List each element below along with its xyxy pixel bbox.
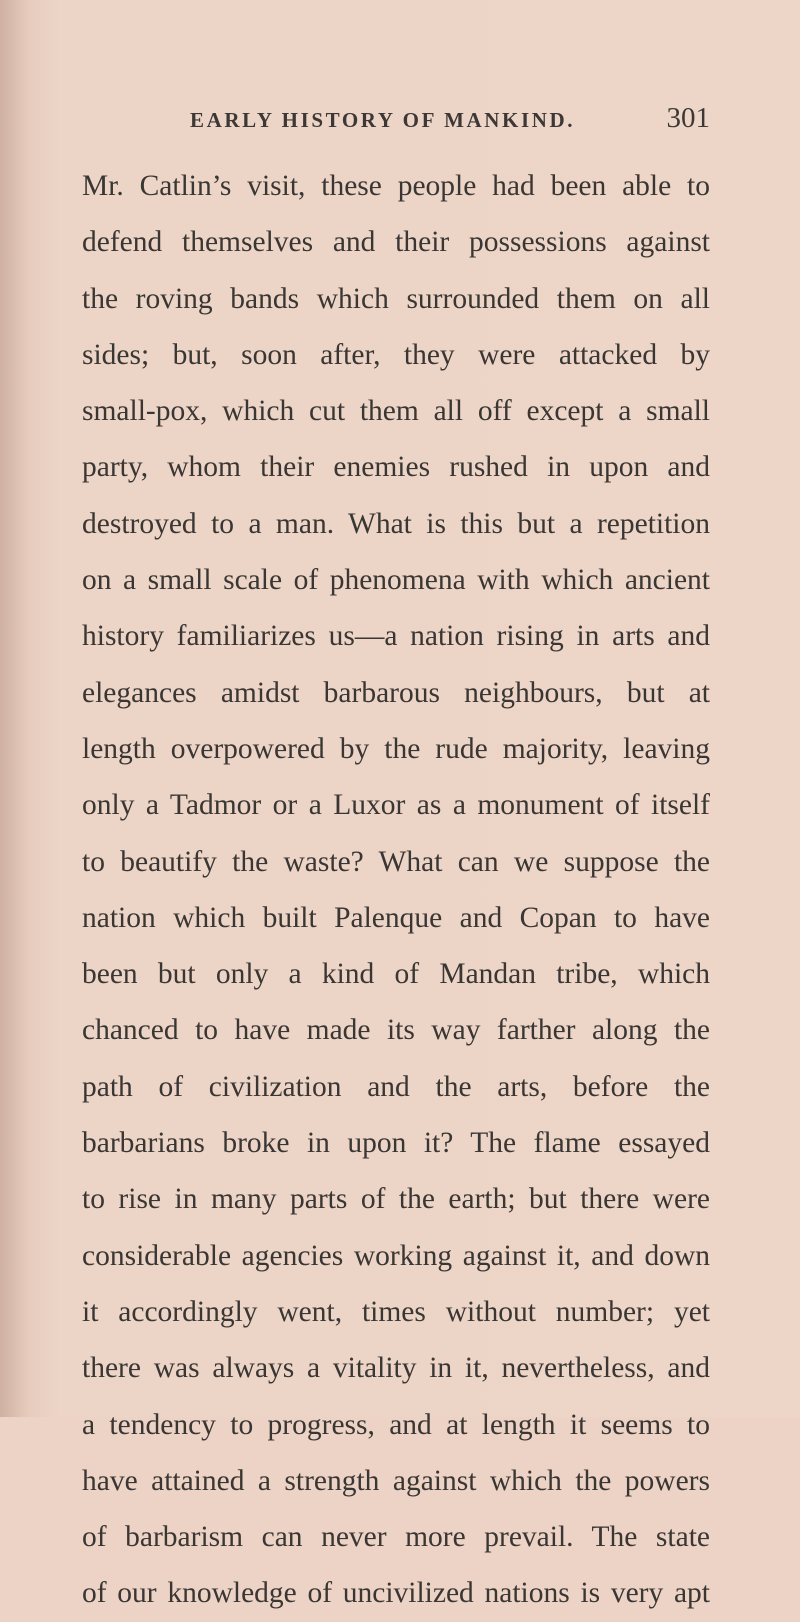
text-line: have attained a strength against which the powers — [82, 1464, 710, 1497]
running-head — [190, 102, 710, 140]
text-line: defend themselves and their possessions against — [82, 226, 710, 259]
text-line: it accordingly went, times without number; yet — [82, 1295, 710, 1328]
text-line: path of civilization and the arts, before the — [82, 1070, 710, 1103]
text-line: on a small scale of phenomena with which ancient — [82, 564, 710, 597]
text-line: sides; but, soon after, they were attacked by — [82, 338, 710, 371]
text-line: to rise in many parts of the earth; but there were — [82, 1183, 710, 1216]
text-line: Mr. Catlin’s visit, these people had been able to — [82, 170, 710, 202]
text-line: destroyed to a man. What is this but a repetition — [82, 507, 710, 540]
text-line: there was always a vitality in it, nevertheless, and — [82, 1352, 710, 1385]
text-line: barbarians broke in upon it? The flame essayed — [82, 1127, 710, 1160]
text-line: chanced to have made its way farther along the — [82, 1014, 710, 1047]
text-line: considerable agencies working against it, and down — [82, 1239, 710, 1272]
text-line: of barbarism can never more prevail. The state — [82, 1521, 710, 1554]
page-gutter-shadow — [0, 0, 28, 1417]
text-line: small-pox, which cut them all off except a small — [82, 395, 710, 428]
text-line: history familiarizes us—a nation rising in arts and — [82, 620, 710, 653]
running-title: EARLY HISTORY OF MANKIND. — [190, 108, 576, 132]
text-line: only a Tadmor or a Luxor as a monument of itself — [82, 789, 710, 822]
text-line: nation which built Palenque and Copan to have — [82, 901, 710, 934]
body-text — [82, 158, 710, 1622]
text-line: the roving bands which surrounded them on all — [82, 282, 710, 315]
text-line: a tendency to progress, and at length it seems to — [82, 1408, 710, 1441]
text-line: length overpowered by the rude majority, leaving — [82, 732, 710, 765]
text-line: elegances amidst barbarous neighbours, but at — [82, 676, 710, 709]
text-line: party, whom their enemies rushed in upon and — [82, 451, 710, 484]
page-number: 301 — [666, 102, 710, 134]
text-line: of our knowledge of uncivilized nations is very apt — [82, 1577, 710, 1610]
text-line: to beautify the waste? What can we suppose the — [82, 845, 710, 878]
text-line: been but only a kind of Mandan tribe, which — [82, 958, 710, 991]
